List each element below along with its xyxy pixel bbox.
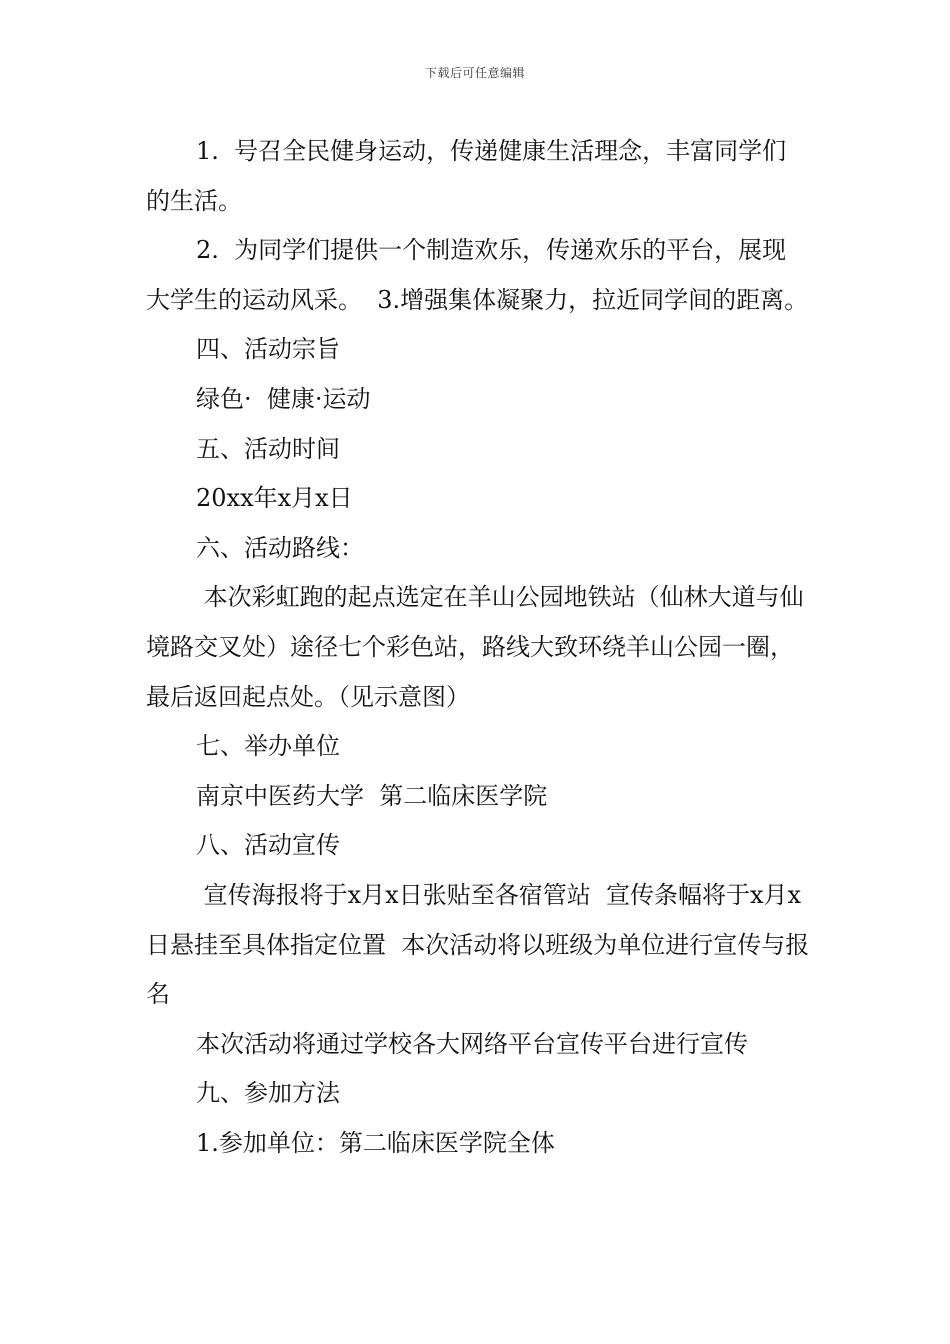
document-body [146, 127, 810, 1168]
paragraph-goal-2-3: 2. 为同学们提供一个制造欢乐，传递欢乐的平台，展现大学生的运动风采。 3.增强集体凝聚力，拉近同学间的距离。 [146, 236, 809, 314]
paragraph-goal-1: 1. 号召全民健身运动，传递健康生活理念，丰富同学们的生活。 [146, 137, 787, 215]
paragraph-organizer: 南京中医药大学 第二临床医学院 [196, 781, 548, 810]
paragraph-participation-1: 1.参加单位：第二临床医学院全体 [196, 1128, 555, 1157]
section-heading-participation: 九、参加方法 [196, 1079, 340, 1108]
section-heading-purpose: 四、活动宗旨 [196, 335, 340, 364]
paragraph-promotion-2: 本次活动将通过学校各大网络平台宣传平台进行宣传 [196, 1029, 748, 1058]
paragraph-promotion-1: 宣传海报将于x月x日张贴至各宿管站 宣传条幅将于x月x日悬挂至具体指定位置 本次活动将以班级为单位进行宣传与报名 [146, 880, 810, 1009]
section-heading-organizer: 七、举办单位 [196, 732, 340, 761]
paragraph-purpose: 绿色· 健康·运动 [196, 384, 371, 413]
paragraph-time: 20xx年x月x日 [196, 484, 353, 513]
section-heading-promotion: 八、活动宣传 [196, 831, 340, 860]
page-header: 下载后可任意编辑 [424, 66, 525, 80]
section-heading-time: 五、活动时间 [196, 434, 340, 463]
section-heading-route: 六、活动路线： [196, 533, 364, 562]
paragraph-route: 本次彩虹跑的起点选定在羊山公园地铁站（仙林大道与仙境路交叉处）途径七个彩色站，路线大致环绕羊山公园一圈，最后返回起点处。（见示意图） [146, 583, 804, 711]
